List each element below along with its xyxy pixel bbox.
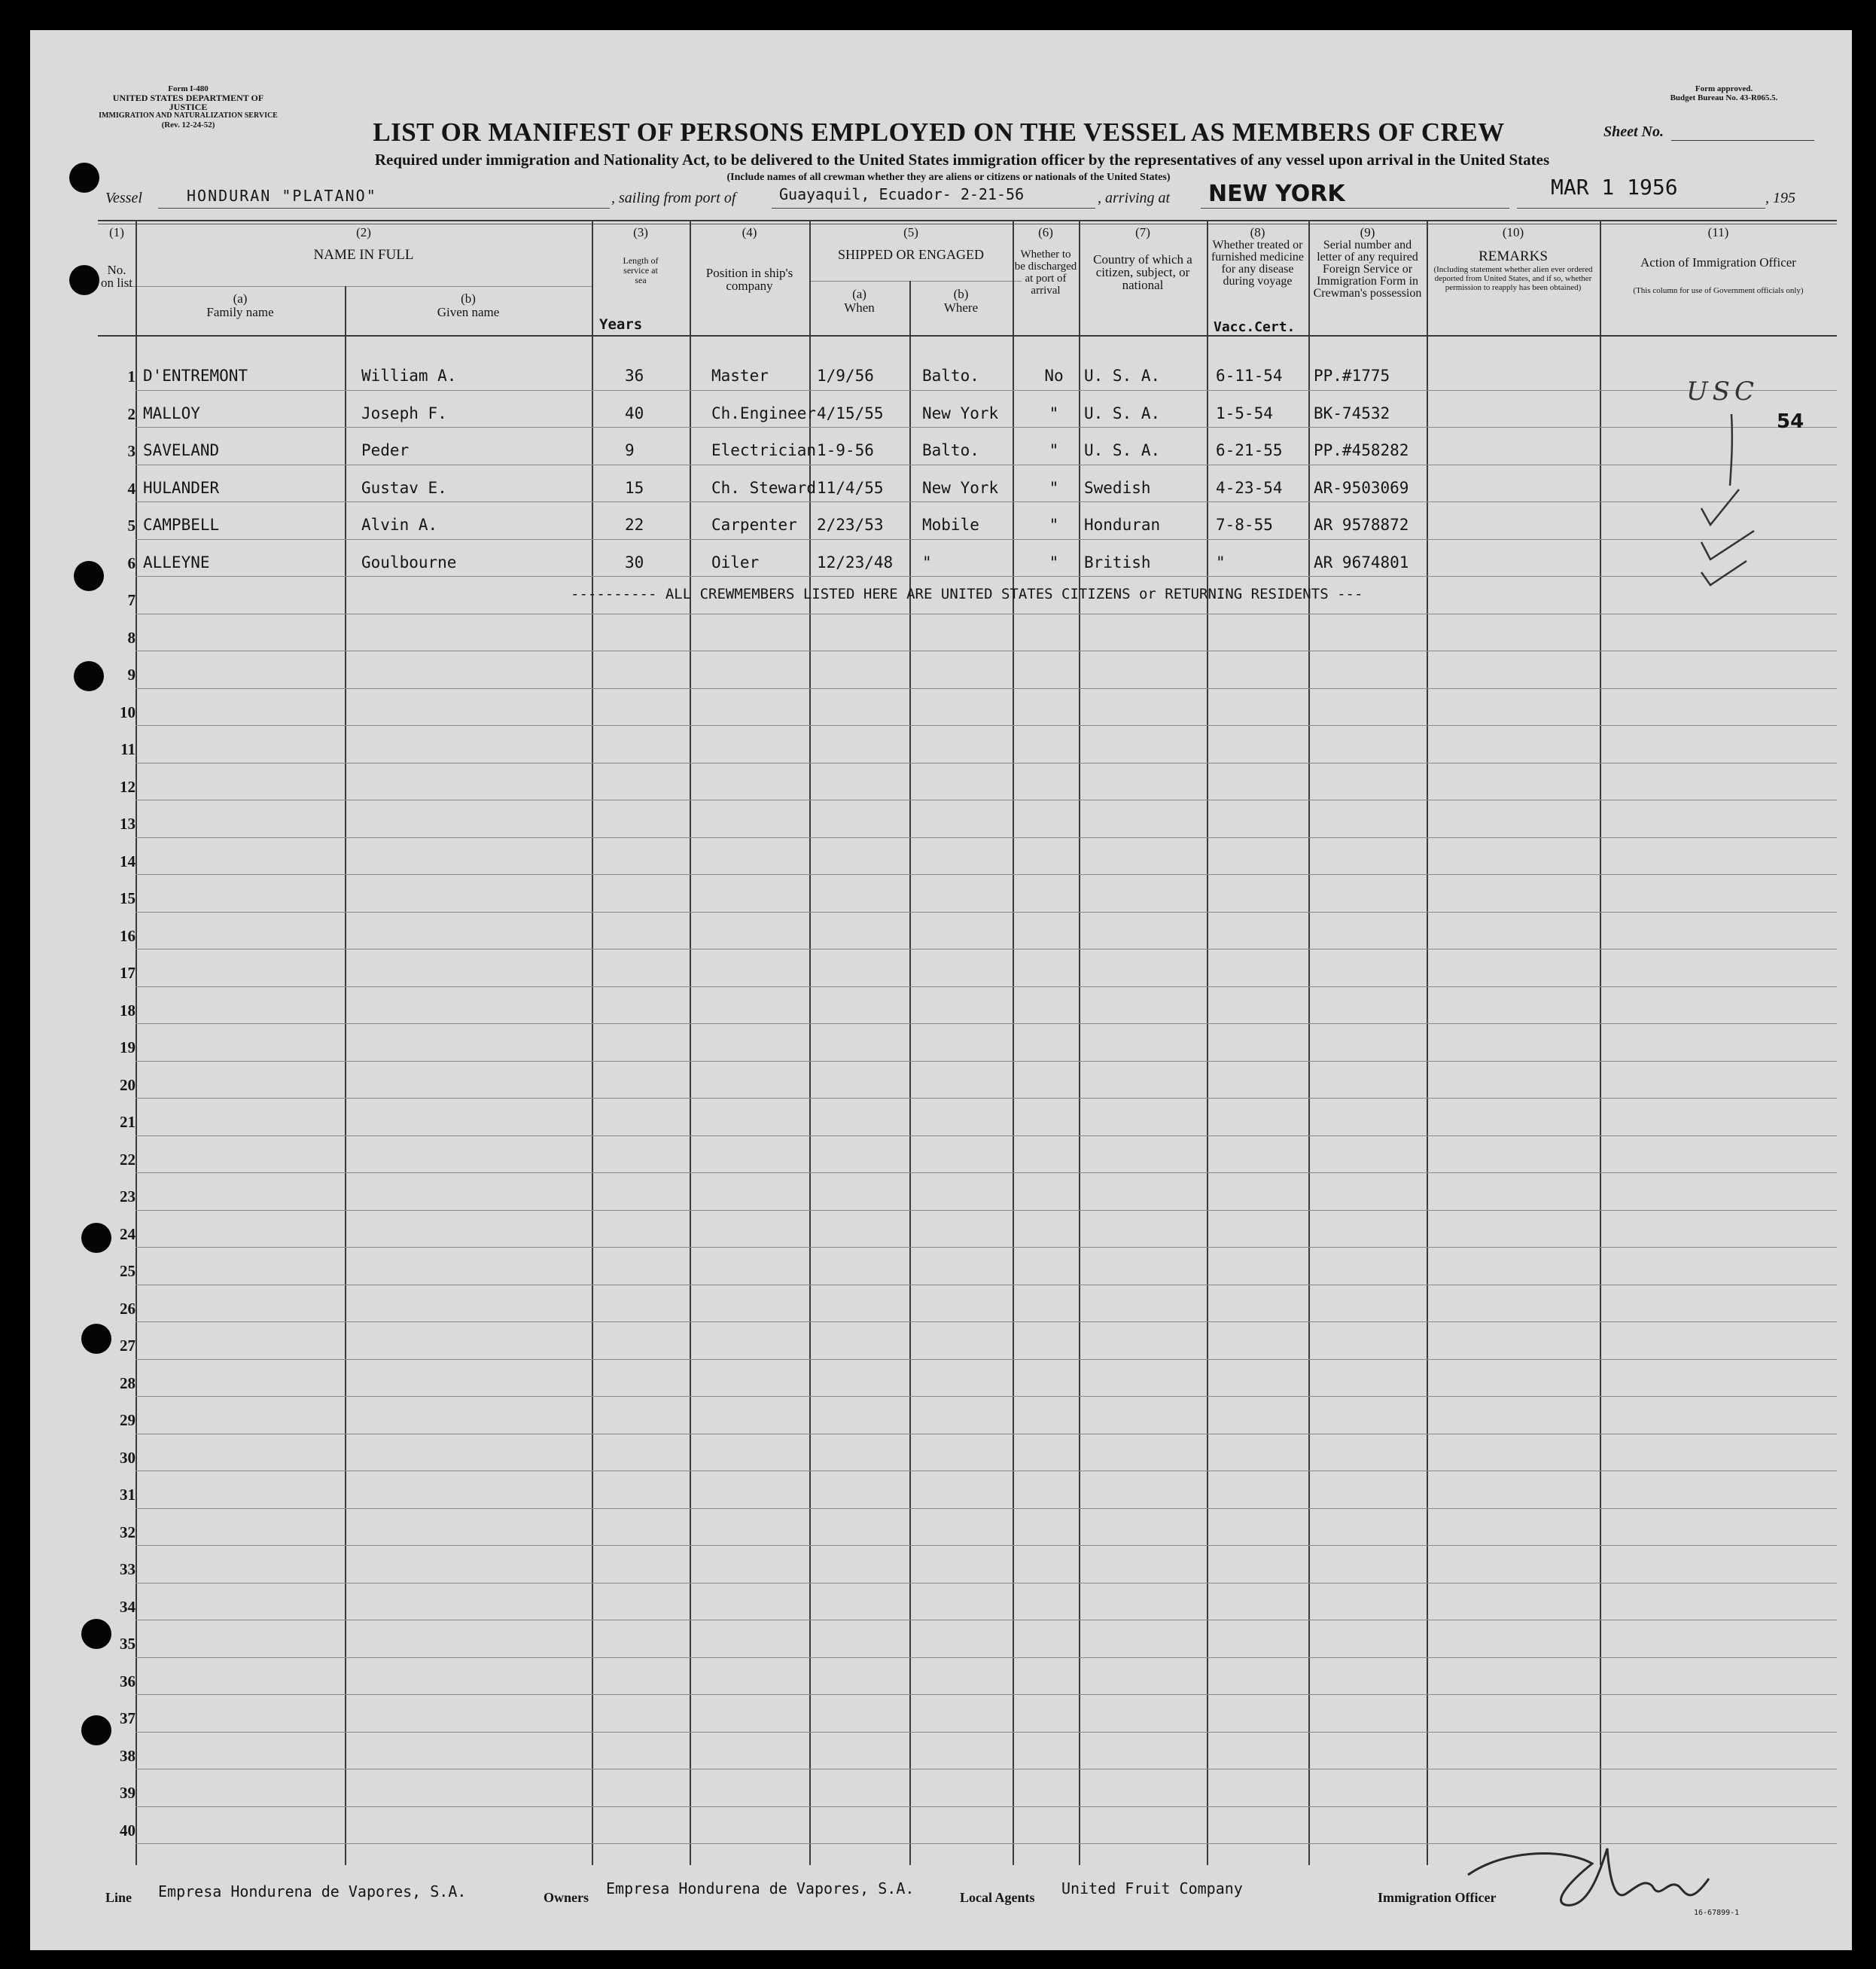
arrival-date: MAR 1 1956 (1551, 175, 1678, 200)
col9-num: (9) (1360, 225, 1375, 239)
row-number: 34 (120, 1597, 136, 1616)
usc-mark: USC (1686, 376, 1759, 407)
agents-label: Local Agents (960, 1890, 1035, 1905)
form-number: Form I-480 (168, 84, 209, 93)
crew-years: 40 (625, 404, 644, 422)
col6-num: (6) (1038, 225, 1053, 239)
form-note: (Include names of all crewman whether they are aliens or citizens or nationals of the United States) (726, 172, 1171, 183)
crew-where: Balto. (922, 367, 979, 385)
col10-header: REMARKS (1479, 248, 1548, 264)
row-number: 12 (120, 777, 136, 796)
row-number: 5 (127, 517, 136, 535)
col2a-header: Family name (206, 305, 274, 319)
col2-num: (2) (356, 225, 371, 239)
row-number: 31 (120, 1486, 136, 1504)
row-number: 28 (120, 1373, 136, 1392)
crew-serial: AR 9674801 (1314, 553, 1409, 571)
crew-when: 1/9/56 (817, 367, 874, 385)
arriving-label: , arriving at (1098, 190, 1171, 206)
row-number: 36 (120, 1672, 136, 1690)
row-number: 14 (120, 852, 136, 870)
crew-position: Electrician (711, 441, 817, 459)
crew-given: Goulbourne (361, 553, 457, 571)
form-title: LIST OR MANIFEST OF PERSONS EMPLOYED ON THE VESSEL AS MEMBERS OF CREW (373, 117, 1505, 147)
line-company: Empresa Hondurena de Vapores, S.A. (158, 1882, 467, 1900)
binder-hole (69, 163, 99, 193)
crew-where: Balto. (922, 441, 979, 459)
row-number: 37 (120, 1709, 136, 1727)
line-label: Line (105, 1890, 132, 1905)
col11-note: (This column for use of Government officials only) (1633, 286, 1804, 295)
form-subtitle: Required under immigration and Nationality Act, to be delivered to the United States immigration officer by the representatives of any vessel upon arrival in the United States (374, 151, 1550, 169)
sailing-port: Guayaquil, Ecuador- 2-21-56 (779, 185, 1025, 203)
department: UNITED STATES DEPARTMENT OF JUSTICE (112, 93, 264, 112)
crew-country: Honduran (1084, 516, 1161, 534)
row-number: 35 (120, 1635, 136, 1653)
row-number: 17 (120, 964, 136, 982)
crew-count: 54 (1777, 410, 1804, 433)
row-number: 9 (127, 666, 136, 684)
crew-years: 9 (625, 441, 635, 459)
row-number: 15 (120, 889, 136, 907)
officer-label: Immigration Officer (1378, 1890, 1497, 1905)
crew-family: MALLOY (143, 404, 200, 422)
crew-given: Peder (361, 441, 410, 459)
crew-vacc: 1-5-54 (1216, 404, 1273, 422)
crew-given: Gustav E. (361, 478, 447, 497)
crew-family: ALLEYNE (143, 553, 210, 571)
crew-given: William A. (361, 367, 457, 385)
approval-block (1611, 84, 1837, 102)
crew-discharged: " (1049, 478, 1059, 497)
crew-discharged: " (1049, 404, 1059, 422)
col5a-header: When (844, 300, 875, 315)
row-number: 7 (127, 591, 136, 609)
row-number: 3 (127, 442, 136, 460)
crew-vacc: 7-8-55 (1216, 516, 1273, 534)
row-number: 27 (120, 1337, 136, 1355)
row-number: 16 (120, 926, 136, 945)
row-number: 23 (120, 1187, 136, 1205)
row-number: 24 (120, 1224, 136, 1243)
col2b-num: (b) (461, 291, 476, 306)
row-number: 38 (120, 1746, 136, 1765)
crew-when: 2/23/53 (817, 516, 884, 534)
row-number: 33 (120, 1560, 136, 1578)
crew-family: D'ENTREMONT (143, 367, 248, 385)
row-number: 39 (120, 1784, 136, 1802)
crew-years: 15 (625, 478, 644, 497)
row-number: 40 (120, 1821, 136, 1839)
owners-label: Owners (544, 1890, 589, 1905)
crew-where: New York (922, 478, 999, 497)
crew-vacc: 6-11-54 (1216, 367, 1283, 385)
col5b-num: (b) (953, 287, 969, 301)
row-number: 18 (120, 1001, 136, 1020)
col5-num: (5) (903, 225, 918, 239)
col8-header: Whether treated or furnished medicine for any disease during voyage (1211, 239, 1305, 288)
col4-header: Position in ship's company (705, 266, 793, 293)
crew-position: Carpenter (711, 516, 797, 534)
crew-when: 4/15/55 (817, 404, 884, 422)
vessel-label: Vessel (105, 190, 142, 206)
crew-where: Mobile (922, 516, 979, 534)
row-number: 10 (120, 703, 136, 721)
row-number: 11 (120, 740, 136, 758)
crew-position: Ch.Engineer (711, 404, 817, 422)
form-id-block (98, 84, 279, 130)
crew-serial: PP.#1775 (1314, 367, 1390, 385)
crew-years: 30 (625, 553, 644, 571)
crew-where: New York (922, 404, 999, 422)
col5a-num: (a) (852, 287, 866, 301)
crew-family: HULANDER (143, 478, 220, 497)
col3-unit: Years (599, 316, 643, 333)
crew-discharged: No (1044, 367, 1064, 385)
row-number: 29 (120, 1411, 136, 1429)
crew-given: Alvin A. (361, 516, 438, 534)
crew-position: Master (711, 367, 769, 385)
year-suffix: , 195 (1765, 190, 1795, 206)
row-number: 1 (127, 367, 136, 386)
crew-country: U. S. A. (1084, 404, 1161, 422)
crew-discharged: " (1049, 441, 1059, 459)
col9-header: Serial number and letter of any required Foreign Service or Immigration Form in Crewman's possession (1313, 239, 1422, 300)
col8-num: (8) (1250, 225, 1265, 239)
col2-header: NAME IN FULL (313, 247, 414, 263)
col6-header: Whether to be discharged at port of arrival (1014, 248, 1077, 297)
col5b-header: Where (943, 300, 979, 315)
row-number: 26 (120, 1299, 136, 1318)
revision: (Rev. 12-24-52) (161, 120, 215, 130)
row-number: 6 (127, 553, 136, 572)
crew-when: 11/4/55 (817, 478, 884, 497)
sheet-label: Sheet No. (1603, 123, 1664, 140)
officer-signature (1460, 1833, 1731, 1916)
form-code: 16-67899-1 (1694, 1909, 1740, 1917)
col10-num: (10) (1502, 225, 1524, 239)
service: IMMIGRATION AND NATURALIZATION SERVICE (99, 111, 278, 120)
crew-vacc: " (1216, 553, 1226, 571)
row-number: 22 (120, 1150, 136, 1169)
row-number: 13 (120, 815, 136, 833)
budget-bureau: Budget Bureau No. 43-R065.5. (1670, 93, 1778, 102)
crew-country: Swedish (1084, 478, 1151, 497)
crew-discharged: " (1049, 553, 1059, 571)
col2a-num: (a) (233, 291, 248, 306)
owners-company: Empresa Hondurena de Vapores, S.A. (606, 1879, 915, 1897)
citizens-note: ---------- ALL CREWMEMBERS LISTED HERE ARE UNITED STATES CITIZENS or RETURNING RESIDENTS --- (571, 586, 1363, 602)
col4-num: (4) (742, 225, 757, 239)
crew-years: 22 (625, 516, 644, 534)
sailing-label: , sailing from port of (611, 190, 736, 206)
crew-when: 1-9-56 (817, 441, 874, 459)
col11-num: (11) (1707, 225, 1729, 239)
crew-position: Ch. Steward (711, 478, 817, 497)
agents-company: United Fruit Company (1061, 1879, 1243, 1897)
col2b-header: Given name (437, 305, 500, 319)
crew-where: " (922, 553, 932, 571)
manifest-sheet (30, 30, 1852, 1950)
binder-hole (81, 1223, 111, 1253)
binder-hole (81, 1619, 111, 1649)
col7-num: (7) (1135, 225, 1150, 239)
col11-header: Action of Immigration Officer (1640, 255, 1796, 270)
binder-hole (69, 265, 99, 295)
binder-hole (81, 1715, 111, 1745)
crew-serial: PP.#458282 (1314, 441, 1409, 459)
crew-vacc: 6-21-55 (1216, 441, 1283, 459)
row-number: 8 (127, 628, 136, 647)
binder-hole (81, 1324, 111, 1354)
row-number: 20 (120, 1075, 136, 1094)
col5-header: SHIPPED OR ENGAGED (837, 247, 984, 262)
crew-family: CAMPBELL (143, 516, 220, 534)
row-number: 19 (120, 1038, 136, 1056)
col8-note: Vacc.Cert. (1214, 319, 1296, 335)
col7-header: Country of which a citizen, subject, or national (1093, 252, 1192, 292)
row-number: 2 (127, 404, 136, 423)
crew-given: Joseph F. (361, 404, 447, 422)
row-number: 21 (120, 1113, 136, 1131)
col1-header: No. on list (100, 263, 133, 290)
crew-vacc: 4-23-54 (1216, 478, 1283, 497)
col1-num: (1) (109, 225, 124, 239)
col10-note: (Including statement whether alien ever ordered deported from United States, and if so, whether permission to reapply has been obtained) (1433, 265, 1593, 292)
crew-discharged: " (1049, 516, 1059, 534)
binder-hole (74, 661, 104, 691)
officer-check-marks (1679, 410, 1792, 591)
crew-serial: AR-9503069 (1314, 478, 1409, 497)
row-number: 4 (127, 479, 136, 498)
col3-num: (3) (633, 225, 648, 239)
crew-when: 12/23/48 (817, 553, 894, 571)
vessel-name: HONDURAN "PLATANO" (187, 187, 377, 205)
crew-years: 36 (625, 367, 644, 385)
row-number: 25 (120, 1262, 136, 1280)
crew-family: SAVELAND (143, 441, 220, 459)
row-number: 32 (120, 1522, 136, 1541)
crew-position: Oiler (711, 553, 760, 571)
col3-header: Length of service at sea (623, 255, 659, 285)
binder-hole (74, 561, 104, 591)
crew-country: U. S. A. (1084, 441, 1161, 459)
row-number: 30 (120, 1448, 136, 1467)
crew-serial: BK-74532 (1314, 404, 1390, 422)
crew-country: British (1084, 553, 1151, 571)
crew-country: U. S. A. (1084, 367, 1161, 385)
crew-serial: AR 9578872 (1314, 516, 1409, 534)
arrival-port: NEW YORK (1208, 181, 1345, 207)
form-approved: Form approved. (1695, 84, 1753, 93)
